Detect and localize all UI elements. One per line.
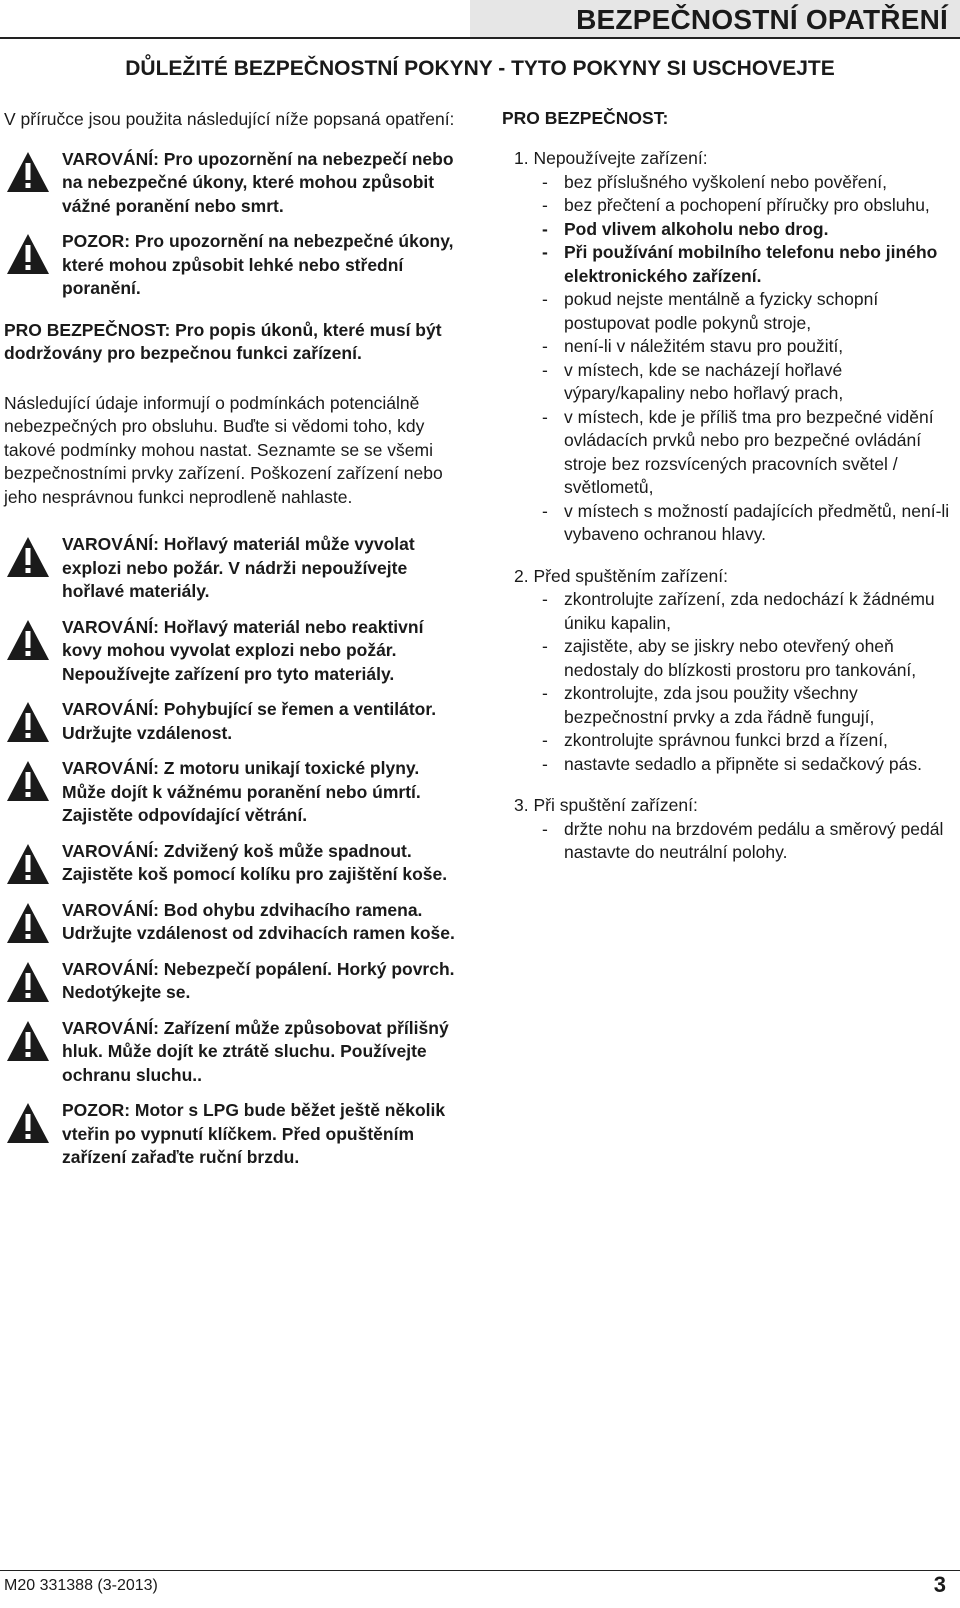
section-3-heading: 3. Při spuštění zařízení:	[514, 795, 698, 815]
intro-text: V příručce jsou použita následující níže popsaná opatření:	[4, 109, 455, 129]
warning-item	[4, 1017, 464, 1088]
warning-triangle-icon	[6, 901, 50, 945]
caution-definition-text: POZOR: Pro upozornění na nebezpečné úkony, které mohou způsobit lehké nebo střední poranění.	[62, 231, 454, 298]
list-item: - v místech, kde se nacházejí hořlavé výpary/kapaliny nebo hořlavý prach,	[542, 359, 844, 403]
warning-triangle-icon	[6, 960, 50, 1004]
list-item: - zajistěte, aby se jiskry nebo otevřený oheň nedostaly do blízkosti prostoru pro tankování,	[542, 636, 917, 680]
section-2-list	[502, 588, 957, 776]
warning-definition-text: VAROVÁNÍ: Pro upozornění na nebezpečí nebo na nebezpečné úkony, které mohou způsobit vážné poranění nebo smrt.	[62, 148, 454, 216]
warning-triangle-icon	[6, 700, 50, 744]
section-2-heading: 2. Před spuštěním zařízení:	[514, 565, 728, 586]
list-item: - není-li v náležitém stavu pro použití,	[542, 336, 844, 356]
list-item: - Pod vlivem alkoholu nebo drog.	[542, 218, 829, 239]
warning-item	[4, 533, 464, 604]
list-item: - bez příslušného vyškolení nebo pověření,	[542, 171, 887, 192]
section-1-heading: 1. Nepoužívejte zařízení:	[514, 148, 708, 168]
warning-item	[4, 616, 464, 687]
warning-triangle-icon	[6, 618, 50, 662]
warning-triangle-icon	[6, 759, 50, 803]
warning-triangle-icon	[6, 232, 50, 276]
footer-rule	[0, 1570, 960, 1571]
warning-triangle-icon	[6, 1019, 50, 1063]
warning-triangle-icon	[6, 150, 50, 194]
list-item: - zkontrolujte správnou funkci brzd a řízení,	[542, 730, 888, 750]
safety-note: PRO BEZPEČNOST: Pro popis úkonů, které musí být dodržovány pro bezpečnou funkci zařízení.	[4, 319, 442, 363]
safety-section-title: PRO BEZPEČNOST:	[502, 108, 669, 128]
list-item: - pokud nejste mentálně a fyzicky schopní postupovat podle pokynů stroje,	[542, 289, 879, 333]
left-column	[4, 108, 464, 1182]
list-item: - zkontrolujte zařízení, zda nedochází k žádnému úniku kapalin,	[542, 589, 935, 633]
page-title: BEZPEČNOSTNÍ OPATŘENÍ	[576, 4, 948, 35]
warning-text: VAROVÁNÍ: Z motoru unikají toxické plyny. Může dojít k vážnému poranění nebo úmrtí. Zajistěte odpovídající větrání.	[62, 758, 421, 825]
document-code: M20 331388 (3-2013)	[4, 1577, 158, 1594]
list-item: - zkontrolujte, zda jsou použity všechny bezpečnostní prvky a zda řádně fungují,	[542, 683, 875, 727]
warning-triangle-icon	[6, 535, 50, 579]
list-item: - nastavte sedadlo a připněte si sedačkový pás.	[542, 753, 922, 774]
warning-item	[4, 757, 464, 828]
section-1-list	[502, 171, 957, 547]
warning-definition	[4, 148, 464, 219]
page-number: 3	[933, 1572, 946, 1597]
warning-triangle-icon	[6, 842, 50, 886]
list-item: - v místech, kde je příliš tma pro bezpečné vidění ovládacích prvků nebo pro bezpečné ovládání stroje bez rozsvícených pracovních světel / světlometů,	[542, 406, 934, 497]
list-item: - držte nohu na brzdovém pedálu a směrový pedál nastavte do neutrální polohy.	[542, 818, 944, 862]
warning-item	[4, 1099, 464, 1170]
warning-item	[4, 698, 464, 745]
caution-definition	[4, 230, 464, 301]
header-rule	[0, 37, 960, 39]
warning-text: VAROVÁNÍ: Zařízení může způsobovat přílišný hluk. Může dojít ke ztrátě sluchu. Používejte ochranu sluchu..	[62, 1017, 449, 1085]
warning-item	[4, 899, 464, 946]
list-item: - v místech s možností padajících předmětů, není-li vybaveno ochranou hlavy.	[542, 500, 950, 544]
list-item: - Při používání mobilního telefonu nebo jiného elektronického zařízení.	[542, 242, 938, 286]
warning-text: VAROVÁNÍ: Pohybující se řemen a ventilátor. Udržujte vzdálenost.	[62, 699, 437, 743]
header-bar	[470, 0, 960, 38]
warning-text: POZOR: Motor s LPG bude běžet ještě několik vteřin po vypnutí klíčkem. Před opuštěním zařízení zařaďte ruční brzdu.	[62, 1100, 446, 1167]
warning-text: VAROVÁNÍ: Zdvižený koš může spadnout. Zajistěte koš pomocí kolíku pro zajištění koše.	[62, 840, 448, 884]
section-3-list	[502, 818, 957, 865]
warning-text: VAROVÁNÍ: Hořlavý materiál nebo reaktivní kovy mohou vyvolat explozi nebo požár. Nepoužívejte zařízení pro tyto materiály.	[62, 616, 424, 684]
warning-text: VAROVÁNÍ: Nebezpečí popálení. Horký povrch. Nedotýkejte se.	[62, 958, 455, 1002]
warning-item	[4, 958, 464, 1005]
info-paragraph: Následující údaje informují o podmínkách potenciálně nebezpečných pro obsluhu. Buďte si vědomi toho, kdy takové podmínky mohou nastat. Seznamte se se všemi bezpečnostními prvky zařízení. Poškození zařízení nebo jeho nesprávnou funkci neprodleně nahlaste.	[4, 392, 443, 507]
warning-text: VAROVÁNÍ: Bod ohybu zdvihacího ramena. Udržujte vzdálenost od zdvihacích ramen koše.	[62, 899, 455, 943]
warning-item	[4, 840, 464, 887]
right-column	[502, 108, 957, 883]
warning-triangle-icon	[6, 1101, 50, 1145]
warning-text: VAROVÁNÍ: Hořlavý materiál může vyvolat explozi nebo požár. V nádrži nepoužívejte hořlavé materiály.	[62, 534, 415, 601]
document-subtitle: DŮLEŽITÉ BEZPEČNOSTNÍ POKYNY - TYTO POKYNY SI USCHOVEJTE	[125, 57, 835, 80]
list-item: - bez přečtení a pochopení příručky pro obsluhu,	[542, 195, 930, 215]
